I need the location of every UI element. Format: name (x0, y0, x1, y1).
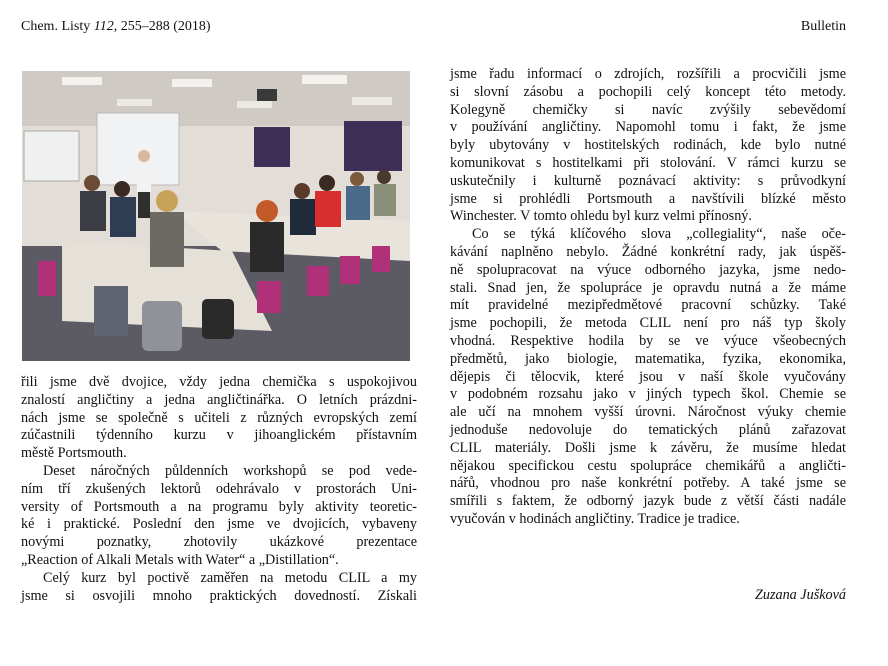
text-line: v používání angličtiny. Napomohl tomu i fakt, že jsme (450, 119, 846, 136)
text-line: mít pravidelné mezipředmětové pracovní schůzky. Také (450, 297, 846, 314)
text-line: versity of Portsmouth a na programu byly aktivity teoretic- (21, 498, 417, 515)
text-line: ké i praktické. Poslední den jsme ve dvojicích, vybaveny (21, 516, 417, 533)
section-label: Bulletin (800, 19, 846, 34)
text-line: jednoduše nedovoluje do tematických plánů zařazovat (450, 421, 846, 438)
text-line: komunikovat s hostitelkami při stolování. V rámci kurzu se (450, 154, 846, 171)
text-line: ale učí na mnohem vyšší úrovni. Náročnost výuky chemie (450, 404, 846, 421)
classroom-photo-icon (22, 71, 410, 361)
text-line: Celý kurz byl poctivě zaměřen na metodu CLIL a my (43, 569, 417, 586)
text-line: CLIL materiály. Došli jsme k závěru, že musíme hledat (450, 439, 846, 456)
author-signature: Zuzana Jušková (754, 587, 846, 603)
classroom-photo (22, 71, 410, 361)
text-line: smířili s faktem, že odborný jazyk bude z větší části nadále (450, 493, 846, 510)
text-line: nách jsme se společně s učiteli z různých evropských zemí (21, 409, 417, 426)
text-line: jsme si osvojili mnoho praktických dovedností. Získali (21, 587, 417, 604)
text-line: Winchester. V tomto ohledu byl kurz velmi přínosný. (450, 208, 752, 225)
journal-pages-year: , 255–288 (2018) (113, 19, 211, 34)
text-line: vyučován v hodinách angličtiny. Tradice je tradice. (450, 510, 740, 527)
text-line: kávání naplněno nebylo. Žádné konkrétní rady, jak úspěš- (450, 243, 846, 260)
text-line: byly ubytovány v hostitelských rodinách, kde bylo nutné (450, 137, 846, 154)
text-line: nějakou specifickou cestu spolupráce chemikářů a angličti- (450, 457, 846, 474)
text-line: dějepis či tělocvik, které jsou v naší škole vyučovány (450, 368, 846, 385)
text-line: nářů, vhodnou pro naše konkrétní potřeby. A také jsme se (450, 475, 846, 492)
journal-citation (21, 19, 211, 35)
text-line: uskutečnily i kulturně poznávací aktivity: s průvodkyní (450, 172, 846, 189)
text-line: předmětů, jako biologie, matematika, fyzika, ekonomika, (450, 350, 846, 367)
text-line: v podobném rozsahu jako v jiných typech škol. Chemie se (450, 386, 846, 403)
text-line: Co se týká klíčového slova „collegiality“, naše oče- (472, 226, 846, 243)
text-line: si slovní zásobu a pochopili celý koncept této metody. (450, 83, 846, 100)
journal-name: Chem. Listy (21, 19, 94, 34)
text-line: jsme řadu informací o zdrojích, rozšířili a procvičili jsme (450, 66, 846, 82)
text-line: zúčastnili týdenního kurzu v jihoanglickém přístavním (21, 427, 417, 444)
text-line: „Reaction of Alkali Metals with Water“ a „Distillation“. (21, 551, 339, 568)
right-column (450, 66, 846, 529)
text-line: řili jsme dvě dvojice, vždy jedna chemička s uspokojivou (21, 374, 417, 390)
text-line: ně spolupracovat na výuce odborného jazyka, jsme nedo- (450, 261, 846, 278)
text-line: jsme pochopili, že metoda CLIL není pro náš typ školy (450, 315, 846, 332)
journal-volume: 112 (93, 19, 114, 34)
text-line: stali. Snad jen, že spolupráce je opravdu nutná a že máme (450, 279, 846, 296)
text-line: vhodná. Respektive hodila by se ve výuce všeobecných (450, 332, 846, 349)
text-line: znalostí angličtiny a jedna angličtinářka. O letních prázdni- (21, 391, 417, 408)
text-line: jsme si prohlédli Portsmouth a navštívili blízké město (450, 190, 846, 207)
text-line: novými poznatky, zhotovily ukázkové prezentace (21, 534, 417, 551)
left-column (21, 374, 417, 605)
text-line: Deset náročných půldenních workshopů se pod vede- (43, 462, 417, 479)
text-line: městě Portsmouth. (21, 445, 127, 462)
text-line: Kolegyně chemičky si navíc zvýšily sebevědomí (450, 101, 846, 118)
text-line: ním tří zkušených lektorů odehrávalo v prostorách Uni- (21, 480, 417, 497)
